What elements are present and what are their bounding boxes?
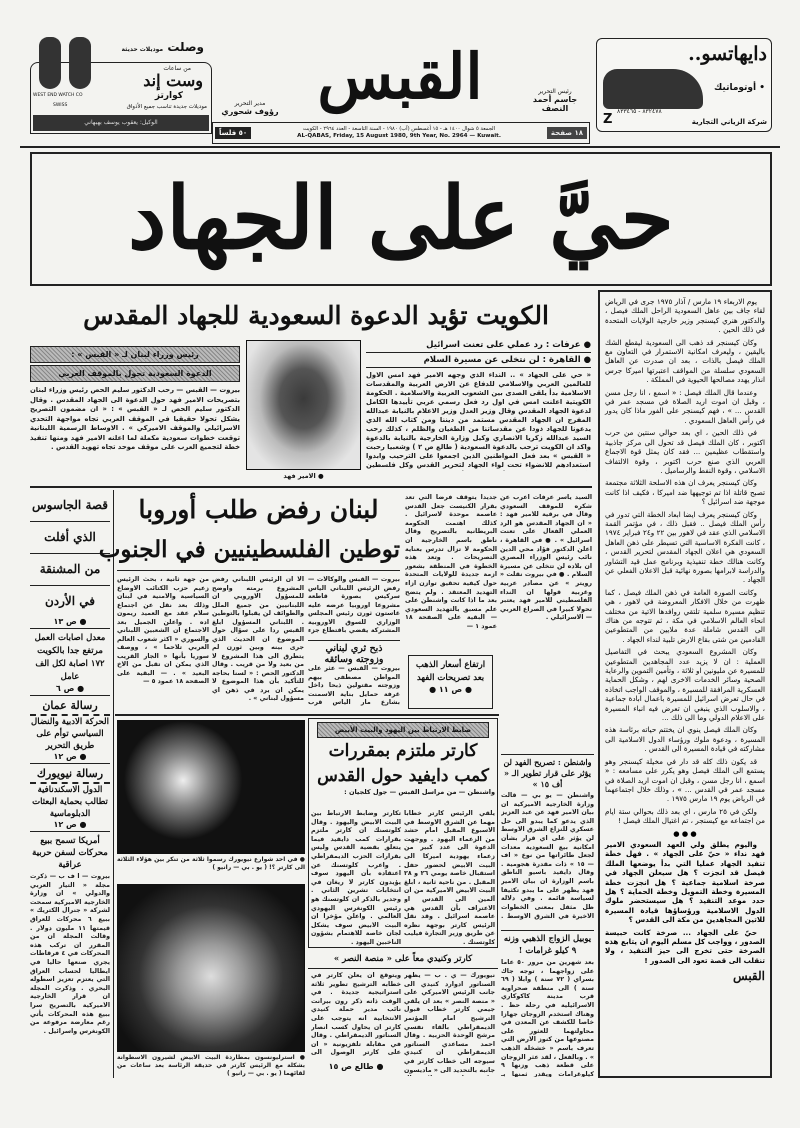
date-text [255, 126, 543, 140]
middle-column-text: جديدا يتوقف فرضا التي تعد بقرار الكنيست جعل القدس عاصمة موحدة لاسرائيل . كذلك اهتمت الحكومة البريطانية بالتصريح وقال ناطق باسم الخارجية ان الحكومة لا تزال تدرس بعناية التصريحات . وتعد هذه الخطوة في المنطقة بشعور ازمة جديدة للولايات المتحدة حول كيفية تحقيق توازن ازاء التهديد المعتقد . ولم يتضح بعد ما اذا كانت واشنطن على علم مسبق بالتهديد السعودي — البقية على الصفحة ١٨ عمود ١ — [405, 494, 497, 630]
amman-subtitle: الحركة الادبية والنضال السياسي توأم على طريق التحرير [31, 717, 109, 751]
cat-photo [117, 884, 305, 1052]
bullet-text: القاهرة : لن نتخلى عن مسيرة السلام [423, 355, 581, 365]
gold-box[interactable] [408, 655, 493, 709]
page-ref: ● ص ٦ [30, 684, 110, 696]
editorial-paragraph: وكان المشروع السعودي يبحث في التفاصيل العملية : ان لا يزيد عدد المجاهدين المتطوعين للمسيرة عن مليونين او ثلاثة ، وتأمين التموين والرعاية الصحية وسائر الخدمات الاخرى لهم ، وشكل الحماية العسكرية المرافقة للمسيرة ، والموقف الواجب اتخاذه في حال تعرض اسرائيل للمسيرة باعمال ابادة جماعية ، والاسلوب الذي ينبغي ان تعرض فيه انباء المسيرة على الاعلام الدولي وما الى ذلك ... [605, 647, 765, 723]
editorial-paragraph: وكان كيسنجر يعرف ايضا ابعاد الخطة التي تدور في رأس الملك فيصل .. فقبل ذلك ، في مؤتمر القمة الاسلامي الذي عقد في لاهور بين ٢٢ و٢٤ فبراير ١٩٧٤ ، كانت الفكرة الاساسية التي تسيطر على ذهن العاهل السعودي هي اعلان الجهاد المقدس لتحرير القدس ، وكانت هنالك خطة تنفيذية وبرنامج عمل قيد التشاور والدراسة لابرامها بصورة نهائية قبل الاعلان الفعلي عن الجهاد . [605, 509, 765, 585]
newyork-title[interactable]: رسالة نيويورك [30, 767, 110, 784]
iraq-headline[interactable]: أمريكا تسمح ببيع محركات لسفن حربية عراقية [32, 836, 108, 870]
watch-icon [39, 37, 61, 89]
main-headline-box [30, 152, 772, 286]
page-ref: ● طالع ص ١٥ [328, 1062, 384, 1071]
spy-title: في الأردن [44, 594, 96, 608]
kuwait-body: « حي على الجهاد » .. النداء الذي وجهه الامير فهد امس الاول للعالمين العربي والاسلامي للدفاع عن الارض العربية والمقدسات الاسلامية بدأ يلقى الصدى بين الشعوب العربية والاسلامية . الحكومة الكويتية اعلنت امس في اول رد فعل رسمي عربي تأييدها الكامل لدعوة الجهاد المقدس وقال وزير العدل وزير الاعلام بالنيابة عبدالله المفرج ان الجهاد المقدس مستمد من ديننا ومن كتاب الله الذي يدعونا للجهاد ذودا عن مقدساتنا من الطغيان والظلم ، كذلك رحب السيد عبدالله زكريا الانصاري وكيل وزارة الخارجية بالنيابة بالدعوة واكد ان الكويت ترحب بالدعوة السعودية ( طالع ص ٢ ) وشعبيا رحبت « القبس » بعد فعل المواطنين الذين اجمعوا على الترحيب وابدوا استعدادهم للانضواء تحت لواء الجهاد لتحرير القدس وكل فلسطين [366, 371, 591, 469]
iraq-body: بيروت — أ ف ب — ذكرت مجلة « التيار العربي والدولي » ان وزارة الخارجية الاميركية سمحت لشركة « جنرال الكتريك » ببيع ٦ محركات للعراق قيمتها ١١ مليون دولار . وقالت المجلة ان من المقرر ان تركب هذه المحركات في ٤ فرقاطات يجري صنعها حاليا في ايطاليا لحساب العراق التي يعتزم تعزيز اسطوله البحري . وذكرت المجلة ان قرار الخارجية الاميركية بالتصريح سرا ببيع هذه المحركات يأتي رغم معارضة مرفوعة من الكونغرس واسرائيل . [30, 873, 110, 1035]
carter-headline: كمب دايفيد حول القدس [317, 766, 489, 786]
lebanon-column: بيروت — القبس والوكالات — رفض الرئيس اللبناني الياس سركيس بصورة قاطعة مشروعا اوروبيا عرضه عليه غاستون ثورن رئيس المجلس الوزاري للسوق الاوروبية المشتركة يقضي باقتطاع جزء [308, 576, 400, 634]
bullet-text: عرفات : رد عملي على تعنت اسرائيل [426, 340, 581, 350]
page-count: ١٨ صفحة [547, 127, 587, 139]
editor-label: رئيس التحرير [538, 88, 572, 95]
header-divider [20, 146, 780, 148]
lebanon-headline: لبنان رفض طلب أوروبا [138, 495, 379, 524]
lebanon-column: من جهة ثانية ، بحث الرئيس زعيم حزب الكتائب الاوضاع السياسية والامنية في لبنان وذلك بعد نقل عن اجتماع سلام عقد مع العميد ريمون اده . واعلن الجميل بعد الاجتماع ان الشعبين اللبناني والسوري « اكثر شعوب العالم العربي تلاحما » ، ووصف سوريا بأنها « الجار القريب الذي يمكن ان تقبل من الاخ البعيد » . — البقية على الصفحة ١٨ عمود ٥ — [117, 576, 209, 685]
ad-dealer: شركة الزياني التجارية [691, 118, 767, 126]
amman-title[interactable]: رسالة عمان [30, 699, 110, 716]
jubilee-body: بعد شهرين من مرور ٥٠ عاما على زواجهما ، توجه جاك بسراي ( ٧٢ سنة ) وابلا ( ٦٩ سنة ) الى منطقة صحراوية قرب مدينة كاكوكاري الاسرائيلية في رحلة حظ . وهناك استخدم الزوجان جهازا خاصا للكشف عن المعدن في محاولتهما للعثور على مصنوعها من كنوز الارض التي تعرف باسم « خشخلة الذهب » . وبالفعل ، لقد عثر الزوجان على قطعة ذهب وزنها ٩ كيلوغرامات ويقدر ثمنها بـ [501, 959, 594, 1077]
brand-text: وست إند [143, 71, 203, 90]
editor-credit [520, 88, 590, 113]
column-divider [113, 490, 114, 1078]
prince-fahd-photo [246, 340, 361, 470]
ad-brand: دايهاتسو.. [688, 43, 767, 65]
price: ٥٠ فلساً [215, 127, 251, 139]
editorial-paragraph: في ذلك الحين ، اي بعد حوالي سنتين من حرب اكتوبر ، كان الملك فيصل قد تحول الى مركز جاذبية واستقطاب عظيمين ... فقد كان يمثل قوة الاجماع العربي الذي صنع حرب اكتوبر ، وقوة الالتفاف الاسلامي ، وقوة النفط والرساميل . [605, 428, 765, 475]
section-divider [115, 714, 499, 716]
carter-column: يلقي الرئيس كارتر خطابا مهما عن الشرق الاوسط في الاسبوع المقبل امام حشد من الزعماء اليهود . ووجهت الدعوة الى عدد كبير من زعماء يهودية اميركا الى البيت الابيض لحضور حفل استقبال خاصة يومي ٢٦ و ٢٨ المقبل . من ناحية ثانية ، ابلغ البيت الابيض الاميركية من ان آلمين الى القدس او الاعتراف بأن القدس هي عاصمة اسرائيل . وقد نقل الرئيس كارتر بوجهة نظره عن طريق وزير التجارة فيليب كلوتسنك . [404, 810, 495, 946]
lebanon-headline: توطين الفلسطينيين في الجنوب [117, 530, 400, 571]
main-headline: حيَّ على الجهاد [128, 168, 674, 269]
ad-frame [30, 62, 212, 134]
editorial-paragraph: وكانت الصورة العامة في ذهن الملك فيصل ، كما ظهرت من خلال الافكار المعروضة في لاهور ، هي تنظيم مسيرة سلمية تلتقي روافدها الاتية من مختلف انحاء العالم الاسلامي في مكة ، ثم تتوجه من هناك الى القدس شاملة عدة ملايين من المتطوعين القادمين من شتى بقاع الارض تلبية لنداء الجهاد . [605, 587, 765, 644]
spy-title: من المشنقة [30, 554, 110, 586]
injury-headline[interactable]: معدل اصابات العمل مرتفع جدا بالكويت ١٧٢ اصابة لكل الف عامل [34, 633, 106, 682]
carter-kennedy-text: نيويورك — ي . ب — يظهر السناتور ادوارد كنيدي الى جانب الرئيس الاميركي على « منصة النصر » بعد ان يلقي جيمي كارتر خطاب قبول الترشيح امام المؤتمر الديمقراطي بالقاء نفسي مرشح الوحدة الحزبية . وقال احمد مساعدي السناتور الديمقراطي ان كنيدي سيوجه الى خطاب كارتر في جانبه بالتحديد الى « ماديسون [404, 972, 495, 1074]
daihatsu-ad [596, 38, 772, 132]
murder-body: بيروت — القبس — عثر على المواطن مصطفى بيهم وزوجته مقتولين ذبحا داخل غرفة حمايل بناية الاسمنت بشارع مار الياس قرب [308, 665, 400, 706]
editorial-signature: القبس [733, 969, 765, 984]
page-ref: ● ص ١٣ [30, 617, 110, 629]
arrived-text: وصلت [167, 40, 204, 54]
photo-caption: ● الامير فهد [283, 472, 324, 480]
carter-headline: كارتر ملتزم بمقررات [328, 741, 478, 761]
newyork-subtitle: الدول الاسكندنافية تطالب بحماية البعثات الدبلوماسية [32, 785, 108, 819]
lebanon-story [98, 490, 400, 571]
from-text: من ساعات [163, 65, 191, 72]
editorial-paragraph: ولكن في ٢٥ مارس ، اي بعد ذلك بحوالي ستة ايام من اجتماعه مع كيسنجر ، تم اغتيال الملك فيصل ! [605, 806, 765, 826]
pm-tag: رئيس وزراء لبنان لـ « القبس » : [30, 346, 240, 363]
kuwait-headline: الكويت تؤيد الدعوة السعودية للجهاد المقدس [83, 301, 549, 330]
jubilee-story [501, 930, 594, 1077]
carter-tag: ضابط الارتباط بين اليهود والبيت الأبيض [317, 722, 489, 738]
photo-caption: ● استرليونسون بمطاردة البيت الابيض لشيرون الاسطوانة بشكلة مع الرئيس كارتر في حديقة الرئاسة بعد ساعات من لقائهما ( يو . بي — رانيو ) [117, 1054, 305, 1077]
spy-title: الذي أفلت [30, 522, 110, 554]
murder-headline: وزوجته وسائقه [324, 654, 384, 665]
lebanon-column: الا ان الرئيس اللبناني رفض المشروع برمته واوضح للمسؤول الاوروبي ان اللبنانيين من جميع الملل والطوائف لن يقبلوا بالتوطين . اللبناني المسؤول ابلغ القبس ردا على سؤال حول الموضوع ان الحديث الذي جرى بينه وبين ثورن لم يتطرق الى هذا المشروع لا من بعيد ولا من قريب . وقال الدكتور الحص : « لسنا بحاجة للتأكيد بأن هذا الموضوع لا يمكن ان يرد في ذهن اي مسؤول لبناني » . [212, 576, 304, 702]
carter-kennedy-subhead: كارتر وكنيدي معاً على « منصة النصر » [308, 952, 498, 969]
masthead-logo: القبس [317, 40, 483, 113]
page-ref: ● ص ١٢ [30, 752, 110, 764]
murder-headline: ذبح ثري لبناني [325, 643, 383, 654]
page-ref: ● ص ١١ ● [429, 685, 472, 694]
editorial-box [598, 290, 772, 1078]
ad-arrived [122, 40, 204, 54]
westend-ad [30, 40, 212, 134]
editorial-paragraph: وكان كيسنجر قد ذهب الى السعودية ليقطع الشك باليقين ، وليعرف امكانية الاستمرار في التعاون مع الملك فيصل بالذات ، بعد ان صدرت عن العاهل السعودي سلسلة من المواقف اعتبرتها اميركا جرس انذار يهدد مصالحها الحيوية في المملكة . [605, 337, 765, 385]
f15-body-continued: ظل مثقل بمعنى الخطوات الاخيرة في الشرق الاوسط . [501, 904, 594, 920]
f15-body: واشنطن — يو بي — قالت وزارة الخارجية الاميركية ان بيان الامير فهد عن عبد العزيز الذي يدعو كما يبدو الى حل عسكري للنزاع الشرق الاوسط لن يؤثر على اي قرار بشأن امكانية بيع السعودية معدات لجعل طائراتها من نوع « اف — ١٥ » ذات مقدرة هجومية . وقال دايفيد باسيو الناطق باسم الوزارة ان بيان الامير فهد يظهر على ما يبدو تكثيفا لسياسة قائمة . وفي دلالة [501, 792, 594, 903]
agent-bar: الوكيل: يعقوب يوسف بهبهاني [33, 115, 209, 131]
zayani-logo-icon: Z [603, 112, 613, 127]
watch-icon [69, 37, 91, 89]
date-arabic: الجمعة ٥ شوال ١٤٠٠ هـ - ١٥ أغسطس (آب) ١٩٨٠ - السنة التاسعة - العدد ٢٩٦٤ - الكويت [303, 126, 496, 132]
models-text: موديلات حديثة [121, 46, 164, 53]
editorial-paragraph: قد يكون ذلك كله قد دار في مخيلة كيسنجر وهو يستمع الى الملك فيصل وهو يكرر على مسامعه : « اسمع ، انا رجل مسن ، وقبل ان اموت اريد الصلاة في مسجد عمر في القدس ... » ، وذلك خلال اجتماعهما في الرياض يوم ١٩ مارس ١٩٧٥ . [605, 756, 765, 804]
page-ref: ● ص ١٢ [30, 820, 110, 832]
carter-column: تكارتر وضابط الارتباط بين البيت الابيض واليهود . وقال كلوتسنك ان كارتر ملتزم بقرارات كمب دايفيد فيما يتعلق بقضية القدس وليس بقرارات الحزب الديمقراطي . واعرب كلوتسنك عن اعتقاده بأن اليهود سوف يؤيدون كارتر لا ريغان في انتخابات تشرين الثاني . وجدير بالذكر ان كلوتسنك هو رئيس الكونغرس اليهودي العالمي . واعلن مؤخرا ان البيت الابيض سوف يشكل لجان خاصة للاهتمام بشؤون الناخبين اليهود . [311, 810, 401, 946]
swiss-text: SWISS [53, 103, 68, 108]
carter-kennedy-text: ويتوقع ان يعلن كارتر في خطابه الترشيح تطوير ثلاثة استراتيجية جديدة . في الوقت ذاته ذكر رون بيرانت نائب مدير حملة كنيدي الانتخابية انه يتوجب على كارتر ان يحاول كسب انصار السناتور الديمقراطي . وقال في مقابلة تلفزيونية « ان على كارتر الوصول الى [311, 972, 401, 1057]
editor-name: جاسم أحمد النصف [532, 95, 578, 113]
jubilee-headline: يوبيل الزواج الذهبي وزنه ٩ كيلو غرامات ! [503, 934, 592, 956]
editorial-paragraph: وكان كيسنجر يعرف ان هذه الاسلحة الثلاثة مجتمعة تصبح قاتلة اذا تم توجيهها ضد اميركا ، فكيف اذا كانت موجهة ضد اسرائيل ؟ [605, 478, 765, 507]
bullet-cairo: ● القاهرة : لن نتخلى عن مسيرة السلام [366, 353, 591, 368]
date-english: AL-QABAS, Friday, 15 August 1980, 9th Year, No. 2964 — Kuwait. [297, 133, 501, 139]
editorial-paragraph: وعندما قال الملك فيصل : « اسمع ، انا رجل مسن ، وقبل ان اموت اريد الصلاة في مسجد عمر في القدس ... » ، فهم كيسنجر على الفور ماذا كان يدور في رأس العاهل السعودي . [605, 387, 765, 425]
carter-byline: واشنطن — من مراسل القبس — جول كلجيان : [344, 788, 495, 796]
type-text: كوارتز [154, 91, 183, 101]
editorial-text [605, 297, 765, 984]
editorial-paragraph: يوم الاربعاء ١٩ مارس / آذار ١٩٧٥ جرى في الرياض لقاء جاف بين عاهل السعودية الراحل الملك فيصل ، والدكتور هنري كيسنجر وزير خارجية الولايات المتحدة في ذلك الحين . [605, 297, 765, 335]
ad-phones: ٨٣٢٤٧٨ - ٨٣٣٤٦٥ [617, 108, 662, 115]
murder-story [308, 640, 400, 707]
pm-tag: الدعوة السعودية تحول بالموقف العربي [30, 365, 240, 382]
ad-tagline: • أوتوماتيك [714, 83, 765, 93]
dateline-bar [212, 122, 590, 144]
pm-body: بيروت — القبس — رحب الدكتور سليم الحص رئيس وزراء لبنان بتصريحات الامير فهد حول الدعوة الى الجهاد المقدس . وقال الدكتور سليم الحص لـ « القبس » : « ان مضمون التصريح يشكل تحولا حقيقيا في الموقف العربي تجاه مواجهة التحدي الاسرائيلي والموقف الاميركي » . الاوساط الرسمية اللبنانية توقعت خطوات سعودية مكملة لما اعلنه الامير فهد ومنها تنفيذ خطة لتجميع العرب على موقف موحد تجاه تهويد القدس . [30, 386, 240, 451]
maker-text: WEST END WATCH CO [33, 93, 83, 98]
bullet-arafat: ● عرفات : رد عملي على تعنت اسرائيل [366, 340, 591, 353]
editorial-paragraph: حيّ على الجهاد ... صرخة كانت حبيسة الصدور ، وواجب كل مسلم اليوم ان يتابع هذه الصرخة حتى تخرج الى حيز التنفيذ ، ولا تنقلب الى قصة تعود الى الصدور ! [605, 927, 765, 965]
editorial-paragraph: واليوم يطلق ولي العهد السعودي الامير فهد نداء « حيّ على الجهاد » . فهل خطة تنفيذ الجهاد عمليا التي بدأ يوضعها الملك فيصل قد انجزت ؟ هل سيعلن الجهاد في صرخة اسلامية جماعية ؟ هل انجزت خطة المسيرة وخطة التمويل وخطة الحماية ؟ هل حدد موعد التنفيذ ؟ هل سيستحضر ملوك الدول الاسلامية ورؤساؤها قيادة المسيرة للاتين المجاهدين من مكة الى القدس ؟ [605, 839, 765, 925]
lebanon-pm-box [30, 346, 240, 482]
slogan-text: موديلات جديدة تناسب جميع الأذواق [126, 104, 207, 110]
manager-credit [215, 100, 285, 116]
caption-text: الامير فهد [283, 472, 316, 480]
car-image [603, 69, 703, 109]
washington-f15-story[interactable] [501, 754, 594, 921]
left-column [30, 490, 110, 1078]
manager-name: رؤوف شحوري [221, 107, 279, 116]
manager-label: مدير التحرير [234, 100, 266, 107]
editorial-paragraph: وكان الملك فيصل ينوي ان يختتم حياته برئاسة هذه المسيرة ، ودعوة ملوك ورؤساء الدول الاسلامية الى مشاركته في قيادة المسيرة الى القدس . [605, 725, 765, 754]
kuwait-story [366, 340, 591, 482]
masks-photo [117, 720, 305, 854]
gold-headline: ارتفاع أسعار الذهب بعد تصريحات الفهد [415, 660, 486, 683]
photo-caption: ● في احد شوارع نيويورك رسموا ثلاثة من تنكر بين هؤلاء الثلاثة الى كارتر ؟! ( يو . بي — رانيو ) [117, 856, 305, 871]
separator-dots: ● ● ● [673, 828, 697, 838]
middle-column-text: السيد ياسر عرفات اعرب عن شكره للموقف السعودي وقال في برقية للامير فهد : « ان الجهاد المقدس هو الرد العملي الفعال على تعنت اسرائيل » . ● في القاهرة ، اعلن الدكتور فؤاد محي الدين نائب رئيس الوزراء المصري ان بلاده لن تتخلى عن مسيرة السلام . ● في بيروت نقلت « رويتر » عن مصادر عربية وغربية قولها ان النداء الفلسطيني للامير فهد يعتبر تحولا كبيرا في الصراع العربي — الاسرائيلي . [500, 494, 592, 622]
section-divider [30, 486, 592, 488]
spy-title: قصة الجاسوس [30, 490, 110, 522]
f15-headline: واشنطن : تصريح الفهد لن يؤثر على قرار تطوير الـ « أف ١٥ » [501, 754, 594, 790]
